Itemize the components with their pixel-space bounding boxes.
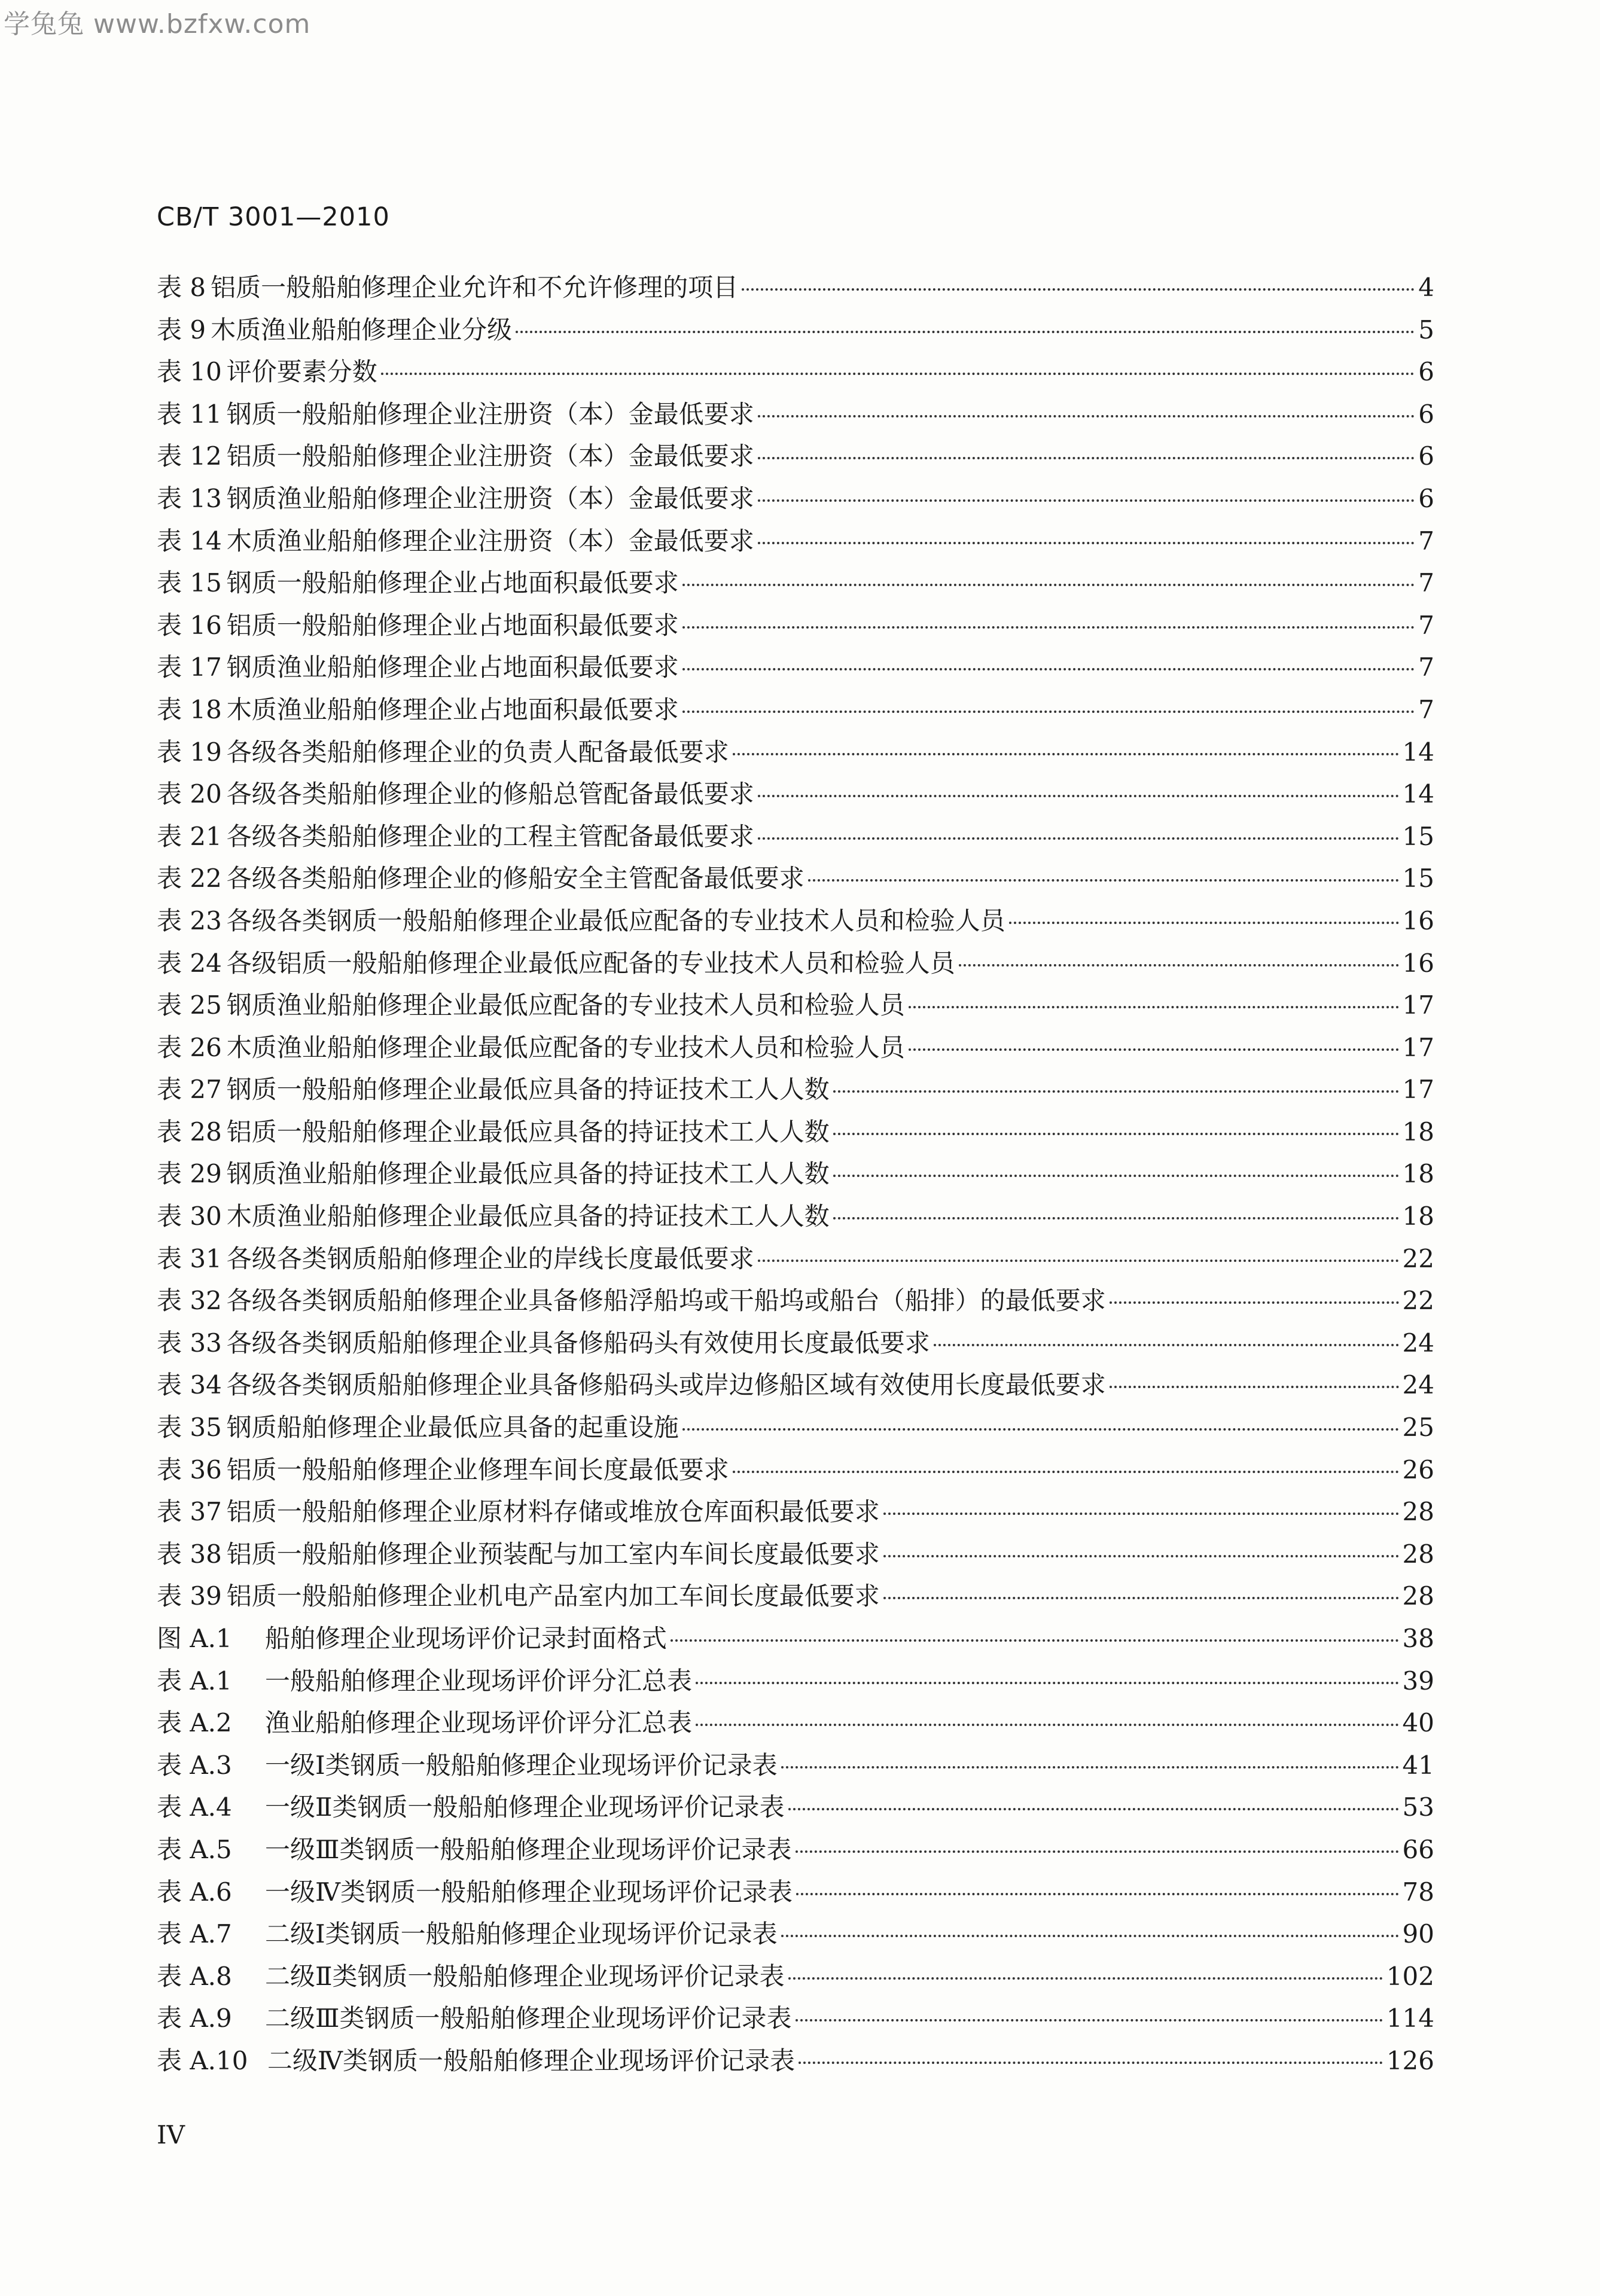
toc-entry-title: 木质渔业船舶修理企业最低应具备的持证技术工人人数 <box>226 1202 830 1231</box>
toc-entry-title: 二级Ⅳ类钢质一般船舶修理企业现场评价记录表 <box>267 2045 795 2075</box>
toc-dot-leader <box>758 542 1415 544</box>
toc-entry-number: 表 31 <box>157 1243 222 1273</box>
toc-entry-number: 表 A.10 <box>157 2045 248 2075</box>
toc-dot-leader <box>1110 1301 1399 1304</box>
toc-dot-leader <box>1110 1386 1399 1388</box>
toc-entry-title: 钢质一般船舶修理企业注册资（本）金最低要求 <box>226 399 754 429</box>
toc-entry-number: 表 10 <box>157 357 222 387</box>
toc-dot-leader <box>799 2062 1383 2064</box>
toc-entry[interactable] <box>157 1449 1434 1491</box>
toc-entry-title: 各级各类船舶修理企业的修船总管配备最低要求 <box>226 779 754 809</box>
toc-dot-leader <box>883 1513 1399 1515</box>
toc-entry-page: 16 <box>1402 948 1434 978</box>
toc-dot-leader <box>833 1175 1399 1177</box>
toc-entry-number: 表 19 <box>157 737 222 767</box>
toc-entry[interactable] <box>157 815 1434 858</box>
toc-dot-leader <box>781 1766 1399 1769</box>
toc-dot-leader <box>696 1682 1399 1684</box>
toc-entry-title: 铝质一般船舶修理企业最低应具备的持证技术工人人数 <box>226 1117 830 1147</box>
toc-dot-leader <box>833 1090 1399 1093</box>
toc-entry-title: 铝质一般船舶修理企业修理车间长度最低要求 <box>226 1455 729 1484</box>
toc-entry[interactable] <box>157 773 1434 815</box>
toc-entry-title: 木质渔业船舶修理企业分级 <box>211 315 513 344</box>
toc-entry-page: 7 <box>1418 526 1434 556</box>
toc-entry-number: 表 18 <box>157 694 222 724</box>
toc-entry-title: 钢质渔业船舶修理企业占地面积最低要求 <box>226 652 679 682</box>
toc-entry-number: 表 33 <box>157 1328 222 1358</box>
toc-entry-page: 6 <box>1418 483 1434 513</box>
toc-entry-title: 一级Ⅱ类钢质一般船舶修理企业现场评价记录表 <box>265 1792 785 1822</box>
toc-entry-number: 表 21 <box>157 821 222 851</box>
toc-entry-page: 17 <box>1402 1075 1434 1105</box>
toc-entry-number: 表 36 <box>157 1455 222 1484</box>
toc-dot-leader <box>833 1133 1399 1135</box>
toc-entry-number: 表 A.6 <box>157 1877 232 1907</box>
toc-entry-title: 各级各类船舶修理企业的工程主管配备最低要求 <box>226 821 754 851</box>
toc-dot-leader <box>682 668 1415 670</box>
toc-entry-number: 表 15 <box>157 568 222 598</box>
toc-entry-page: 7 <box>1418 568 1434 598</box>
toc-entry-number: 表 11 <box>157 399 222 429</box>
toc-dot-leader <box>758 415 1415 417</box>
toc-dot-leader <box>682 711 1415 713</box>
toc-entry[interactable] <box>157 1786 1434 1828</box>
page-number: IV <box>157 2120 185 2149</box>
toc-entry-page: 24 <box>1402 1328 1434 1358</box>
toc-entry-number: 表 28 <box>157 1117 222 1147</box>
toc-entry[interactable] <box>157 857 1434 900</box>
toc-entry[interactable] <box>157 1237 1434 1280</box>
toc-entry-page: 78 <box>1402 1877 1434 1907</box>
toc-entry[interactable] <box>157 942 1434 984</box>
toc-dot-leader <box>909 1006 1399 1008</box>
toc-entry[interactable] <box>157 266 1434 309</box>
toc-dot-leader <box>1009 922 1399 924</box>
toc-entry[interactable] <box>157 1490 1434 1533</box>
toc-entry-page: 102 <box>1386 1961 1434 1991</box>
toc-entry-page: 16 <box>1402 905 1434 935</box>
toc-entry-title: 木质渔业船舶修理企业最低应配备的专业技术人员和检验人员 <box>226 1032 905 1062</box>
toc-entry-number: 表 14 <box>157 526 222 556</box>
toc-entry-page: 40 <box>1402 1708 1434 1738</box>
toc-entry-number: 表 A.8 <box>157 1961 232 1991</box>
toc-entry-title: 钢质渔业船舶修理企业注册资（本）金最低要求 <box>226 483 754 513</box>
toc-entry-page: 28 <box>1402 1539 1434 1569</box>
toc-entry-number: 表 25 <box>157 990 222 1020</box>
toc-entry-title: 船舶修理企业现场评价记录封面格式 <box>265 1624 668 1653</box>
toc-entry-number: 表 A.4 <box>157 1792 232 1822</box>
toc-entry-page: 17 <box>1402 1032 1434 1062</box>
toc-dot-leader <box>788 1977 1383 1980</box>
toc-dot-leader <box>733 753 1399 755</box>
toc-entry-number: 表 A.2 <box>157 1708 232 1738</box>
toc-entry-page: 22 <box>1402 1243 1434 1273</box>
toc-entry[interactable] <box>157 1111 1434 1153</box>
toc-entry[interactable] <box>157 1026 1434 1069</box>
toc-entry-title: 钢质船舶修理企业最低应具备的起重设施 <box>226 1413 679 1443</box>
toc-entry-page: 18 <box>1402 1202 1434 1231</box>
toc-entry[interactable] <box>157 1913 1434 1955</box>
toc-entry-page: 26 <box>1402 1455 1434 1484</box>
toc-dot-leader <box>758 1260 1399 1262</box>
toc-entry-title: 钢质一般船舶修理企业最低应具备的持证技术工人人数 <box>226 1075 830 1105</box>
toc-entry-title: 钢质一般船舶修理企业占地面积最低要求 <box>226 568 679 598</box>
toc-entry-number: 表 23 <box>157 905 222 935</box>
toc-entry-number: 表 30 <box>157 1202 222 1231</box>
toc-entry-title: 二级Ⅰ类钢质一般船舶修理企业现场评价记录表 <box>265 1919 778 1949</box>
toc-entry-title: 钢质渔业船舶修理企业最低应具备的持证技术工人人数 <box>226 1159 830 1189</box>
toc-entry-number: 表 A.5 <box>157 1834 232 1864</box>
toc-entry-title: 二级Ⅱ类钢质一般船舶修理企业现场评价记录表 <box>265 1961 785 1991</box>
toc-entry-title: 各级各类船舶修理企业的修船安全主管配备最低要求 <box>226 864 804 894</box>
document-id: CB/T 3001—2010 <box>157 202 390 232</box>
toc-entry[interactable] <box>157 1533 1434 1575</box>
toc-entry[interactable] <box>157 1152 1434 1195</box>
toc-entry[interactable] <box>157 520 1434 562</box>
toc-entry[interactable] <box>157 1660 1434 1702</box>
toc-entry-number: 表 A.7 <box>157 1919 232 1949</box>
toc-entry-page: 15 <box>1402 821 1434 851</box>
toc-entry-title: 各级铝质一般船舶修理企业最低应配备的专业技术人员和检验人员 <box>226 948 955 978</box>
toc-dot-leader <box>909 1048 1399 1051</box>
toc-entry-page: 90 <box>1402 1919 1434 1949</box>
toc-entry[interactable] <box>157 1322 1434 1364</box>
toc-dot-leader <box>381 373 1415 375</box>
toc-dot-leader <box>796 1850 1399 1853</box>
toc-entry-page: 25 <box>1402 1413 1434 1443</box>
toc-entry[interactable] <box>157 604 1434 647</box>
toc-entry-page: 126 <box>1386 2045 1434 2075</box>
toc-entry-page: 4 <box>1418 273 1434 302</box>
toc-entry-number: 表 9 <box>157 315 206 344</box>
toc-dot-leader <box>682 584 1415 586</box>
toc-entry-title: 各级各类钢质船舶修理企业具备修船码头有效使用长度最低要求 <box>226 1328 930 1358</box>
toc-entry[interactable] <box>157 1575 1434 1617</box>
toc-entry-title: 一级Ⅳ类钢质一般船舶修理企业现场评价记录表 <box>265 1877 793 1907</box>
toc-entry[interactable] <box>157 309 1434 351</box>
toc-entry[interactable] <box>157 1955 1434 1998</box>
toc-entry-title: 渔业船舶修理企业现场评价评分汇总表 <box>265 1708 693 1738</box>
toc-dot-leader <box>682 1428 1399 1431</box>
toc-dot-leader <box>781 1935 1399 1937</box>
toc-dot-leader <box>758 795 1399 797</box>
toc-entry[interactable] <box>157 350 1434 393</box>
toc-dot-leader <box>516 331 1415 333</box>
toc-entry-title: 各级各类钢质船舶修理企业具备修船浮船坞或干船坞或船台（船排）的最低要求 <box>226 1286 1106 1316</box>
toc-entry-number: 图 A.1 <box>157 1624 232 1653</box>
toc-dot-leader <box>733 1471 1399 1473</box>
toc-entry-number: 表 26 <box>157 1032 222 1062</box>
toc-entry[interactable] <box>157 1279 1434 1322</box>
toc-entry-title: 铝质一般船舶修理企业预装配与加工室内车间长度最低要求 <box>226 1539 880 1569</box>
toc-dot-leader <box>682 626 1415 629</box>
toc-entry-title: 二级Ⅲ类钢质一般船舶修理企业现场评价记录表 <box>265 2004 792 2033</box>
toc-entry-page: 28 <box>1402 1581 1434 1611</box>
toc-dot-leader <box>883 1597 1399 1599</box>
toc-dot-leader <box>833 1217 1399 1219</box>
toc-entry-title: 评价要素分数 <box>226 357 377 387</box>
toc-entry-title: 铝质一般船舶修理企业注册资（本）金最低要求 <box>226 441 754 471</box>
toc-entry-number: 表 34 <box>157 1370 222 1400</box>
toc-entry[interactable] <box>157 2039 1434 2082</box>
toc-entry-title: 各级各类船舶修理企业的负责人配备最低要求 <box>226 737 729 767</box>
toc-entry-page: 6 <box>1418 357 1434 387</box>
toc-entry-title: 一级Ⅰ类钢质一般船舶修理企业现场评价记录表 <box>265 1750 778 1780</box>
toc-entry[interactable] <box>157 688 1434 731</box>
toc-entry-page: 7 <box>1418 652 1434 682</box>
toc-entry-title: 各级各类钢质一般船舶修理企业最低应配备的专业技术人员和检验人员 <box>226 905 1005 935</box>
toc-entry-page: 22 <box>1402 1286 1434 1316</box>
toc-entry-title: 铝质一般船舶修理企业机电产品室内加工车间长度最低要求 <box>226 1581 880 1611</box>
toc-entry-number: 表 8 <box>157 273 206 302</box>
toc-entry-page: 5 <box>1418 315 1434 344</box>
toc-entry-page: 39 <box>1402 1666 1434 1696</box>
toc-dot-leader <box>808 879 1399 882</box>
toc-entry[interactable] <box>157 477 1434 520</box>
toc-entry-number: 表 29 <box>157 1159 222 1189</box>
toc-entry[interactable] <box>157 1406 1434 1449</box>
toc-entry[interactable] <box>157 900 1434 942</box>
toc-entry-title: 一般船舶修理企业现场评价评分汇总表 <box>265 1666 693 1696</box>
toc-entry-title: 铝质一般船舶修理企业占地面积最低要求 <box>226 610 679 640</box>
toc-entry-number: 表 13 <box>157 483 222 513</box>
toc-entry[interactable] <box>157 1702 1434 1744</box>
toc-entry-page: 53 <box>1402 1792 1434 1822</box>
toc-entry-page: 6 <box>1418 441 1434 471</box>
toc-entry-page: 18 <box>1402 1117 1434 1147</box>
toc-dot-leader <box>934 1344 1399 1346</box>
toc-entry-number: 表 24 <box>157 948 222 978</box>
toc-entry[interactable] <box>157 1828 1434 1871</box>
toc-entry-page: 66 <box>1402 1834 1434 1864</box>
toc-dot-leader <box>758 457 1415 459</box>
toc-entry-title: 钢质渔业船舶修理企业最低应配备的专业技术人员和检验人员 <box>226 990 905 1020</box>
toc-entry-page: 14 <box>1402 779 1434 809</box>
toc-entry-number: 表 20 <box>157 779 222 809</box>
toc-entry-number: 表 38 <box>157 1539 222 1569</box>
toc-entry-number: 表 39 <box>157 1581 222 1611</box>
toc-dot-leader <box>796 1893 1399 1895</box>
toc-entry-title: 铝质一般船舶修理企业允许和不允许修理的项目 <box>211 273 739 302</box>
toc-entry[interactable] <box>157 1871 1434 1913</box>
toc-entry-page: 18 <box>1402 1159 1434 1189</box>
toc-entry-page: 15 <box>1402 864 1434 894</box>
toc-entry[interactable] <box>157 984 1434 1026</box>
toc-entry-number: 表 17 <box>157 652 222 682</box>
toc-entry-title: 木质渔业船舶修理企业占地面积最低要求 <box>226 694 679 724</box>
toc-entry-number: 表 12 <box>157 441 222 471</box>
toc-entry[interactable] <box>157 435 1434 477</box>
toc-dot-leader <box>788 1808 1399 1810</box>
toc-dot-leader <box>959 964 1399 966</box>
toc-entry-title: 各级各类钢质船舶修理企业具备修船码头或岸边修船区域有效使用长度最低要求 <box>226 1370 1106 1400</box>
toc-entry-page: 28 <box>1402 1497 1434 1527</box>
toc-entry-number: 表 A.3 <box>157 1750 232 1780</box>
toc-entry-title: 铝质一般船舶修理企业原材料存储或堆放仓库面积最低要求 <box>226 1497 880 1527</box>
toc-entry-page: 38 <box>1402 1624 1434 1653</box>
toc-dot-leader <box>671 1639 1399 1642</box>
toc-dot-leader <box>883 1555 1399 1557</box>
toc-entry-page: 6 <box>1418 399 1434 429</box>
toc-entry[interactable] <box>157 646 1434 688</box>
toc-entry-title: 各级各类钢质船舶修理企业的岸线长度最低要求 <box>226 1243 754 1273</box>
toc-entry-page: 7 <box>1418 694 1434 724</box>
toc-entry[interactable] <box>157 562 1434 604</box>
toc-entry[interactable] <box>157 1744 1434 1786</box>
toc-entry-number: 表 27 <box>157 1075 222 1105</box>
toc-entry-number: 表 A.9 <box>157 2004 232 2033</box>
toc-dot-leader <box>696 1724 1399 1726</box>
toc-entry[interactable] <box>157 1617 1434 1660</box>
toc-entry-page: 7 <box>1418 610 1434 640</box>
toc-dot-leader <box>758 499 1415 502</box>
table-of-contents <box>157 266 1434 2082</box>
toc-entry-number: 表 A.1 <box>157 1666 232 1696</box>
toc-entry[interactable] <box>157 731 1434 773</box>
toc-entry[interactable] <box>157 393 1434 435</box>
toc-entry-page: 14 <box>1402 737 1434 767</box>
toc-entry[interactable] <box>157 1364 1434 1406</box>
toc-entry[interactable] <box>157 1068 1434 1111</box>
toc-entry-title: 一级Ⅲ类钢质一般船舶修理企业现场评价记录表 <box>265 1834 792 1864</box>
toc-entry-page: 17 <box>1402 990 1434 1020</box>
toc-entry[interactable] <box>157 1997 1434 2039</box>
toc-entry-page: 114 <box>1386 2004 1434 2033</box>
toc-entry[interactable] <box>157 1195 1434 1237</box>
toc-entry-page: 41 <box>1402 1750 1434 1780</box>
toc-entry-title: 木质渔业船舶修理企业注册资（本）金最低要求 <box>226 526 754 556</box>
toc-dot-leader <box>796 2019 1383 2021</box>
watermark-text: 学兔兔 www.bzfxw.com <box>4 9 311 39</box>
toc-entry-number: 表 32 <box>157 1286 222 1316</box>
toc-entry-page: 24 <box>1402 1370 1434 1400</box>
toc-entry-number: 表 16 <box>157 610 222 640</box>
toc-dot-leader <box>758 837 1399 840</box>
toc-dot-leader <box>742 288 1415 291</box>
toc-entry-number: 表 37 <box>157 1497 222 1527</box>
toc-entry-number: 表 22 <box>157 864 222 894</box>
toc-entry-number: 表 35 <box>157 1413 222 1443</box>
